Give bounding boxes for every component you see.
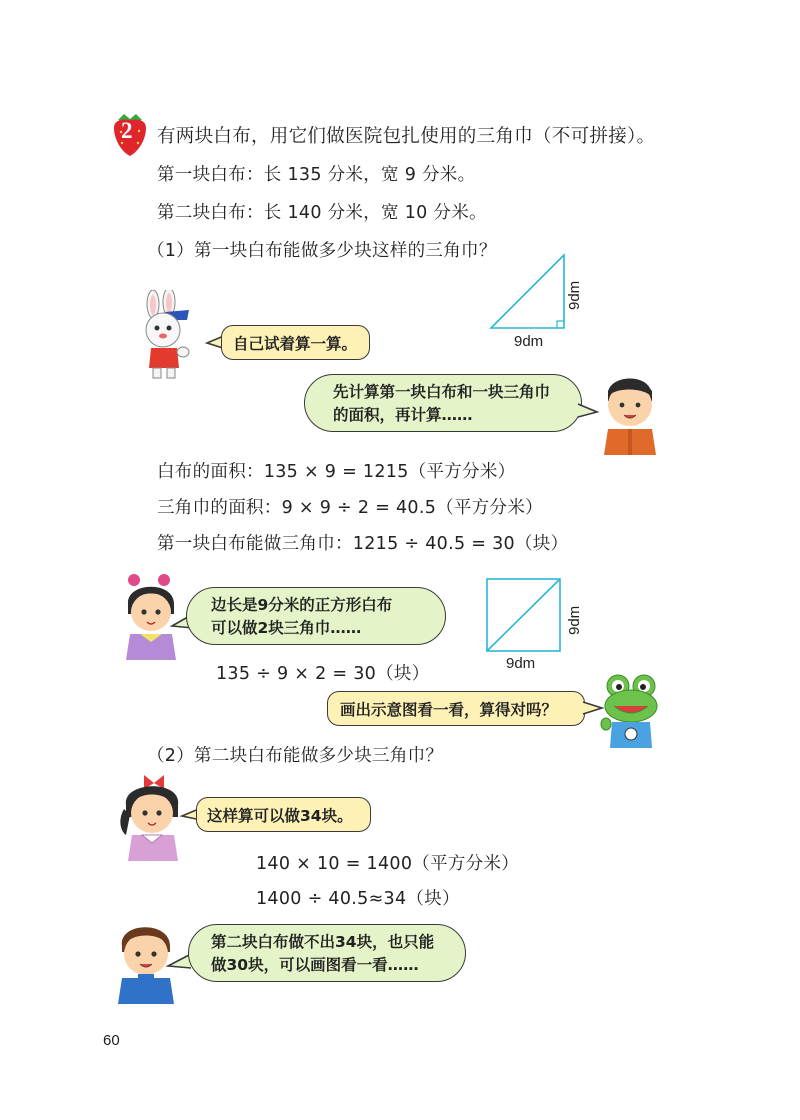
cloth-1-spec: 第一块白布：长 135 分米，宽 9 分米。 bbox=[157, 165, 476, 185]
triangle-area-calc: 三角巾的面积：9 × 9 ÷ 2 = 40.5（平方分米） bbox=[157, 498, 543, 518]
rabbit-character-icon bbox=[133, 290, 205, 382]
boy-character-icon bbox=[594, 365, 666, 455]
boy-speech-line-2: 的面积，再计算…… bbox=[333, 406, 473, 424]
rabbit-speech-text: 自己试着算一算。 bbox=[233, 335, 358, 353]
count-calc: 第一块白布能做三角巾：1215 ÷ 40.5 = 30（块） bbox=[157, 534, 569, 554]
frog-character-icon bbox=[598, 672, 666, 754]
question-1: （1）第一块白布能做多少块这样的三角巾？ bbox=[147, 241, 497, 261]
triangle-height-label: 9dm bbox=[566, 280, 583, 310]
cloth-area-calc: 白布的面积：135 × 9 = 1215（平方分米） bbox=[157, 462, 516, 482]
girl-with-bow-speech-bubble bbox=[196, 797, 371, 832]
square-side-label: 9dm bbox=[566, 605, 583, 635]
boy-speech-bubble bbox=[304, 374, 582, 432]
triangle-figure bbox=[485, 250, 575, 335]
cloth-2-spec: 第二块白布：长 140 分米，宽 10 分米。 bbox=[157, 203, 487, 223]
alt-calc: 135 ÷ 9 × 2 = 30（块） bbox=[216, 664, 430, 684]
girl-with-bow-speech-text: 这样算可以做34块。 bbox=[207, 807, 353, 825]
girl-speech-line-2: 可以做2块三角巾…… bbox=[211, 619, 362, 637]
square-figure bbox=[484, 576, 564, 656]
girl-with-bow-character-icon bbox=[118, 765, 186, 861]
girl-speech-bubble bbox=[186, 587, 446, 645]
girl-speech-line-1: 边长是9分米的正方形白布 bbox=[211, 596, 393, 614]
boy-in-blue-speech-line-2: 做30块，可以画图看一看…… bbox=[211, 956, 419, 974]
triangle-base-label: 9dm bbox=[514, 333, 544, 350]
rabbit-speech-bubble bbox=[221, 325, 370, 360]
second-area-calc: 140 × 10 = 1400（平方分米） bbox=[256, 854, 520, 874]
boy-in-blue-speech-line-1: 第二块白布做不出34块，也只能 bbox=[211, 933, 435, 951]
problem-number: 2 bbox=[121, 118, 133, 143]
question-2: （2）第二块白布能做多少块三角巾？ bbox=[147, 746, 444, 766]
page-number: 60 bbox=[103, 1032, 120, 1049]
frog-speech-text: 画出示意图看一看，算得对吗？ bbox=[340, 701, 558, 719]
second-count-calc: 1400 ÷ 40.5≈34（块） bbox=[256, 889, 460, 909]
frog-speech-bubble bbox=[327, 691, 585, 726]
boy-in-blue-speech-bubble bbox=[188, 924, 466, 982]
square-base-label: 9dm bbox=[506, 655, 536, 672]
problem-intro: 有两块白布，用它们做医院包扎使用的三角巾（不可拼接）。 bbox=[157, 126, 656, 147]
boy-speech-line-1: 先计算第一块白布和一块三角巾 bbox=[333, 383, 551, 401]
